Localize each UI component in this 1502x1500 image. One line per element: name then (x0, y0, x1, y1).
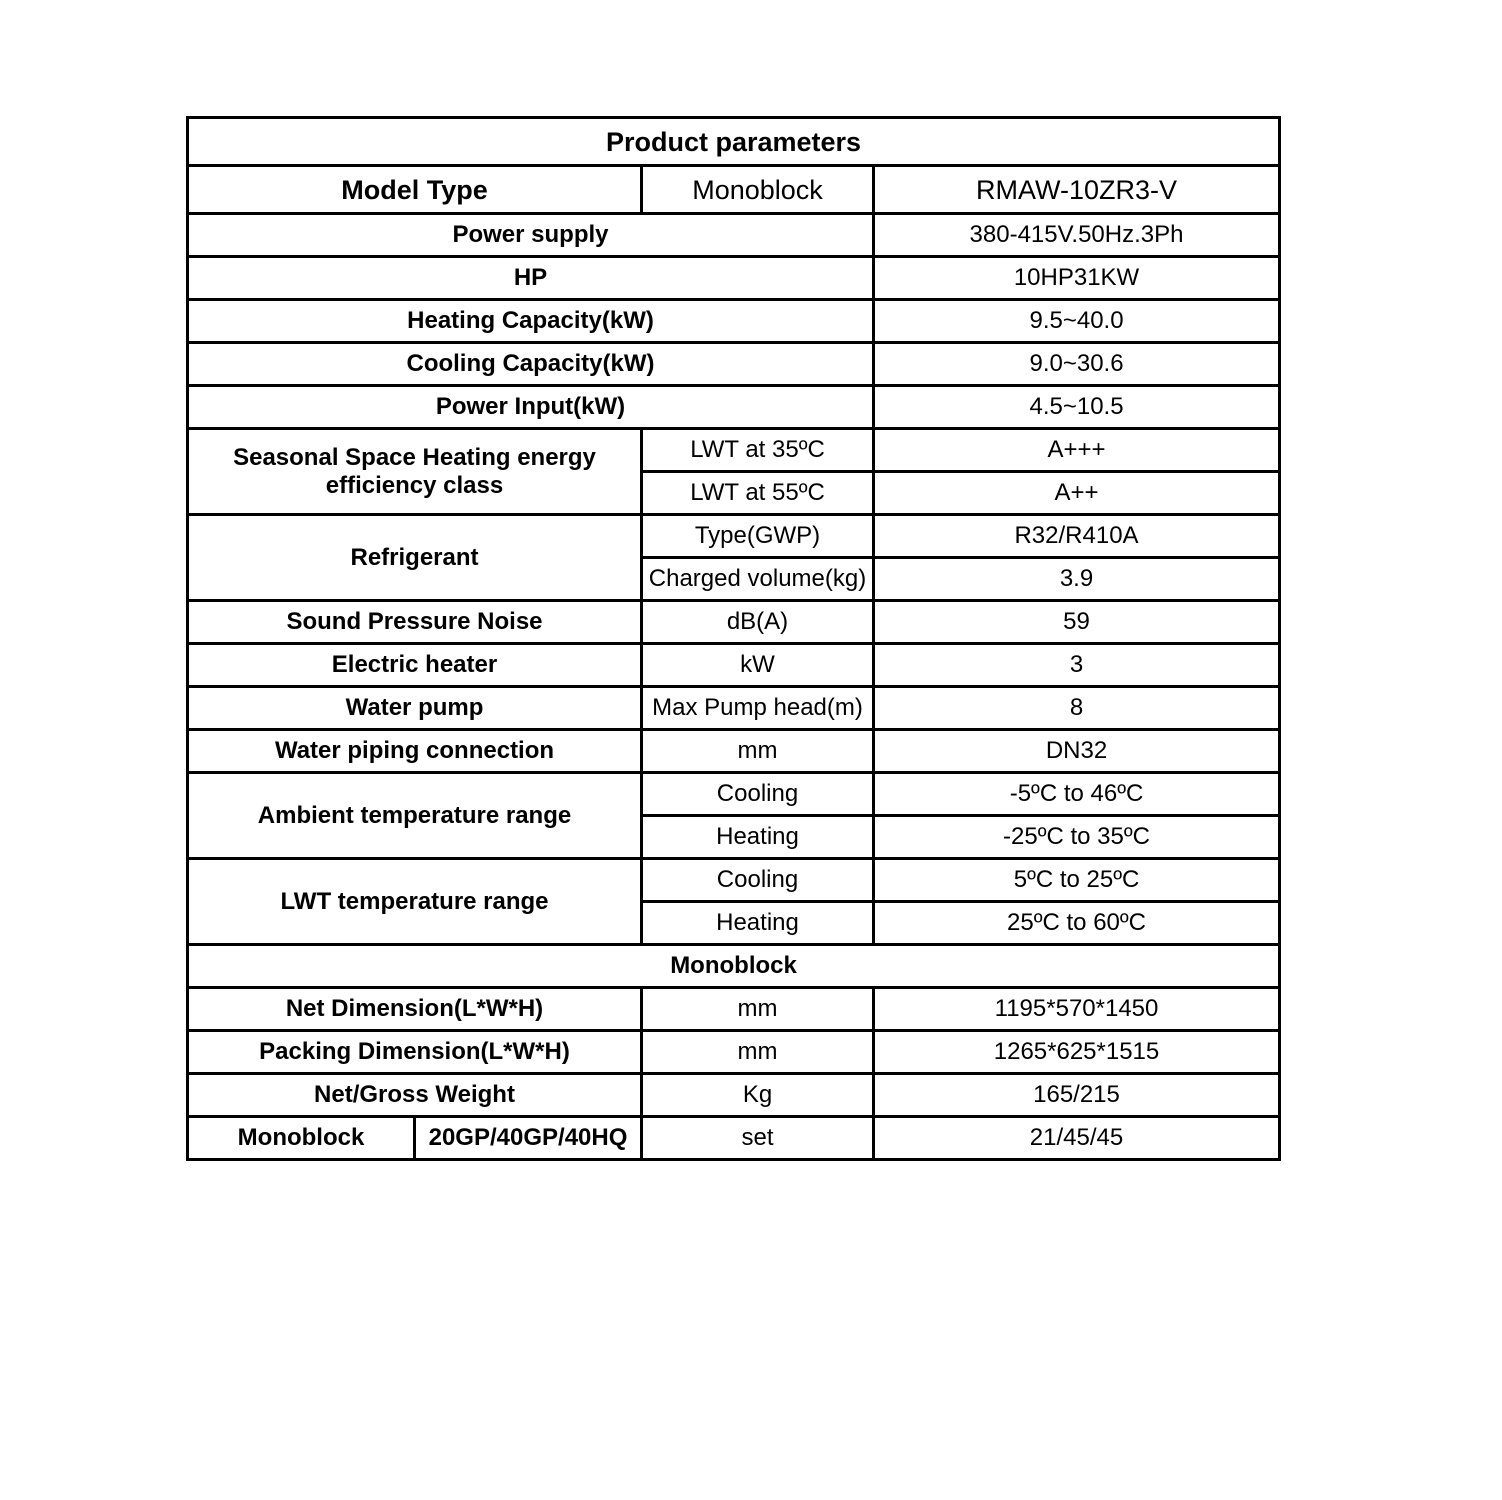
cooling-capacity-row (188, 343, 1280, 386)
pump-label: Water pump (188, 687, 642, 730)
power-input-label: Power Input(kW) (188, 386, 874, 429)
container-label: Monoblock (188, 1117, 415, 1160)
piping-label: Water piping connection (188, 730, 642, 773)
model-type: Monoblock (642, 166, 874, 214)
ambient-value-2: -25ºC to 35ºC (874, 816, 1280, 859)
refrigerant-label: Refrigerant (188, 515, 642, 601)
weight-label: Net/Gross Weight (188, 1074, 642, 1117)
sound-row (188, 601, 1280, 644)
ambient-sub-1: Cooling (642, 773, 874, 816)
sound-label: Sound Pressure Noise (188, 601, 642, 644)
weight-value: 165/215 (874, 1074, 1280, 1117)
power-input-row (188, 386, 1280, 429)
net-dimension-value: 1195*570*1450 (874, 988, 1280, 1031)
refrigerant-sub-1: Type(GWP) (642, 515, 874, 558)
pump-row (188, 687, 1280, 730)
product-parameters-table (186, 116, 1281, 1161)
power-supply-label: Power supply (188, 214, 874, 257)
model-value: RMAW-10ZR3-V (874, 166, 1280, 214)
table-title: Product parameters (188, 118, 1280, 166)
power-supply-row (188, 214, 1280, 257)
container-row (188, 1117, 1280, 1160)
net-dimension-unit: mm (642, 988, 874, 1031)
monoblock-section-title: Monoblock (188, 945, 1280, 988)
heating-capacity-row (188, 300, 1280, 343)
cooling-capacity-value: 9.0~30.6 (874, 343, 1280, 386)
seasonal-value-1: A+++ (874, 429, 1280, 472)
hp-value: 10HP31KW (874, 257, 1280, 300)
net-dimension-row (188, 988, 1280, 1031)
piping-row (188, 730, 1280, 773)
power-supply-value: 380-415V.50Hz.3Ph (874, 214, 1280, 257)
piping-value: DN32 (874, 730, 1280, 773)
title-row (188, 118, 1280, 166)
lwt-row-1 (188, 859, 1280, 902)
ambient-label: Ambient temperature range (188, 773, 642, 859)
model-row (188, 166, 1280, 214)
hp-label: HP (188, 257, 874, 300)
lwt-label: LWT temperature range (188, 859, 642, 945)
seasonal-sub-1: LWT at 35ºC (642, 429, 874, 472)
seasonal-value-2: A++ (874, 472, 1280, 515)
lwt-sub-2: Heating (642, 902, 874, 945)
heater-unit: kW (642, 644, 874, 687)
hp-row (188, 257, 1280, 300)
model-label: Model Type (188, 166, 642, 214)
refrigerant-value-1: R32/R410A (874, 515, 1280, 558)
lwt-value-2: 25ºC to 60ºC (874, 902, 1280, 945)
sound-unit: dB(A) (642, 601, 874, 644)
lwt-sub-1: Cooling (642, 859, 874, 902)
piping-unit: mm (642, 730, 874, 773)
power-input-value: 4.5~10.5 (874, 386, 1280, 429)
packing-dimension-unit: mm (642, 1031, 874, 1074)
container-unit: set (642, 1117, 874, 1160)
heater-row (188, 644, 1280, 687)
cooling-capacity-label: Cooling Capacity(kW) (188, 343, 874, 386)
packing-dimension-value: 1265*625*1515 (874, 1031, 1280, 1074)
refrigerant-value-2: 3.9 (874, 558, 1280, 601)
lwt-value-1: 5ºC to 25ºC (874, 859, 1280, 902)
refrigerant-sub-2: Charged volume(kg) (642, 558, 874, 601)
heating-capacity-label: Heating Capacity(kW) (188, 300, 874, 343)
container-value: 21/45/45 (874, 1117, 1280, 1160)
seasonal-row-1 (188, 429, 1280, 472)
product-parameters-sheet (186, 116, 1278, 1161)
weight-row (188, 1074, 1280, 1117)
refrigerant-row-1 (188, 515, 1280, 558)
net-dimension-label: Net Dimension(L*W*H) (188, 988, 642, 1031)
seasonal-label: Seasonal Space Heating energy efficiency class (188, 429, 642, 515)
ambient-sub-2: Heating (642, 816, 874, 859)
packing-dimension-label: Packing Dimension(L*W*H) (188, 1031, 642, 1074)
pump-unit: Max Pump head(m) (642, 687, 874, 730)
seasonal-sub-2: LWT at 55ºC (642, 472, 874, 515)
weight-unit: Kg (642, 1074, 874, 1117)
heating-capacity-value: 9.5~40.0 (874, 300, 1280, 343)
pump-value: 8 (874, 687, 1280, 730)
ambient-row-1 (188, 773, 1280, 816)
container-label-2: 20GP/40GP/40HQ (415, 1117, 642, 1160)
heater-label: Electric heater (188, 644, 642, 687)
ambient-value-1: -5ºC to 46ºC (874, 773, 1280, 816)
heater-value: 3 (874, 644, 1280, 687)
sound-value: 59 (874, 601, 1280, 644)
packing-dimension-row (188, 1031, 1280, 1074)
monoblock-section-row (188, 945, 1280, 988)
